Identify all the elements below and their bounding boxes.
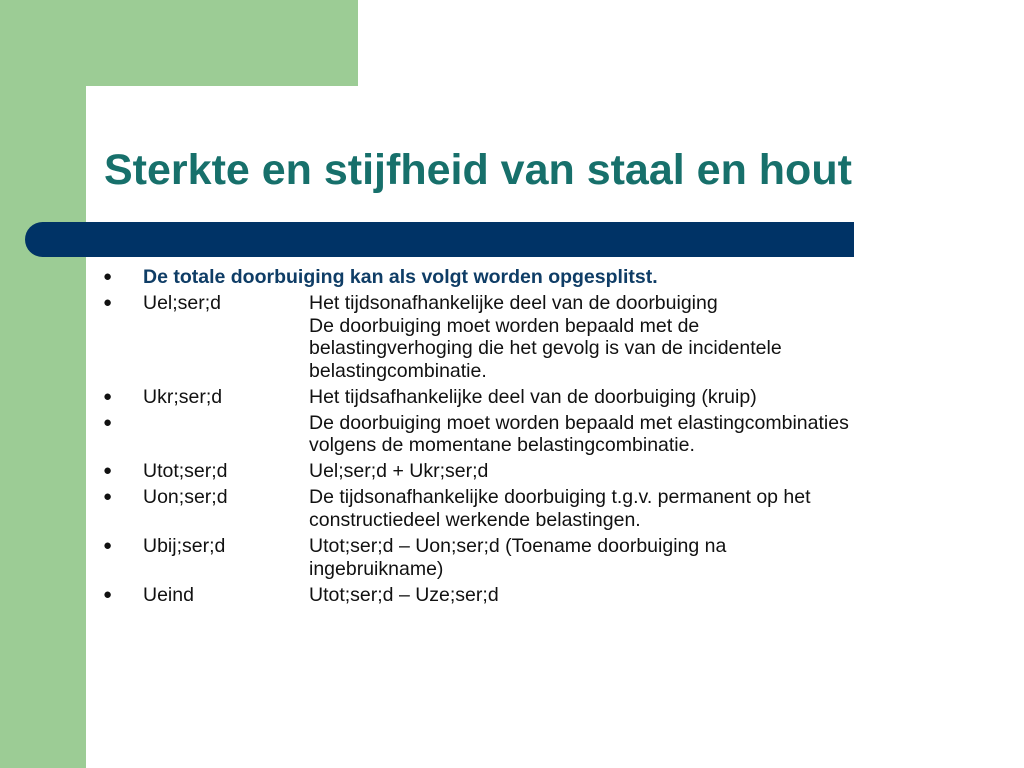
bullet-description: Het tijdsafhankelijke deel van de doorbuiging (kruip) [309,385,757,408]
bullet-dot-icon: ● [103,488,113,506]
bullet-term: Uel;ser;d [143,292,222,315]
bullet-list [103,266,983,610]
bullet-description: Uel;ser;d + Ukr;ser;d [309,460,489,483]
bullet-term: Utot;ser;d [143,460,228,483]
bullet-term: Uon;ser;d [143,486,228,509]
bullet-dot-icon: ● [103,462,113,480]
bullet-dot-icon: ● [103,537,113,555]
bullet-description: De doorbuiging moet worden bepaald met elastingcombinaties volgens de momentane belastingcombinatie. [309,411,849,457]
title-underline-bar [25,222,854,257]
bullet-description: Het tijdsonafhankelijke deel van de doorbuiging De doorbuiging moet worden bepaald met de belastingverhoging die het gevolg is van de incidentele belastingcombinatie. [309,292,782,382]
bullet-dot-icon: ● [103,294,113,312]
list-item [103,486,983,531]
list-item [103,412,983,457]
slide-title: Sterkte en stijfheid van staal en hout [104,146,852,194]
bullet-term: Ukr;ser;d [143,385,223,408]
bullet-dot-icon: ● [103,585,113,603]
bullet-term: Ueind [143,583,194,606]
list-item [103,535,983,580]
bullet-description: Utot;ser;d – Uon;ser;d (Toename doorbuiging na ingebruikname) [309,535,727,580]
list-item [103,292,983,382]
bullet-heading-item [103,266,983,289]
list-item [103,584,983,607]
list-item [103,460,983,483]
bullet-term: Ubij;ser;d [143,535,226,558]
bullet-description: De tijdsonafhankelijke doorbuiging t.g.v. permanent op het constructiedeel werkende belastingen. [309,486,811,531]
bullet-dot-icon: ● [103,387,113,405]
bullet-dot-icon: ● [103,413,113,431]
list-item [103,386,983,409]
bullet-description: Utot;ser;d – Uze;ser;d [309,583,499,606]
bullet-heading-text: De totale doorbuiging kan als volgt worden opgesplitst. [143,266,658,288]
green-accent-left [0,0,86,768]
bullet-dot-icon: ● [103,268,113,285]
